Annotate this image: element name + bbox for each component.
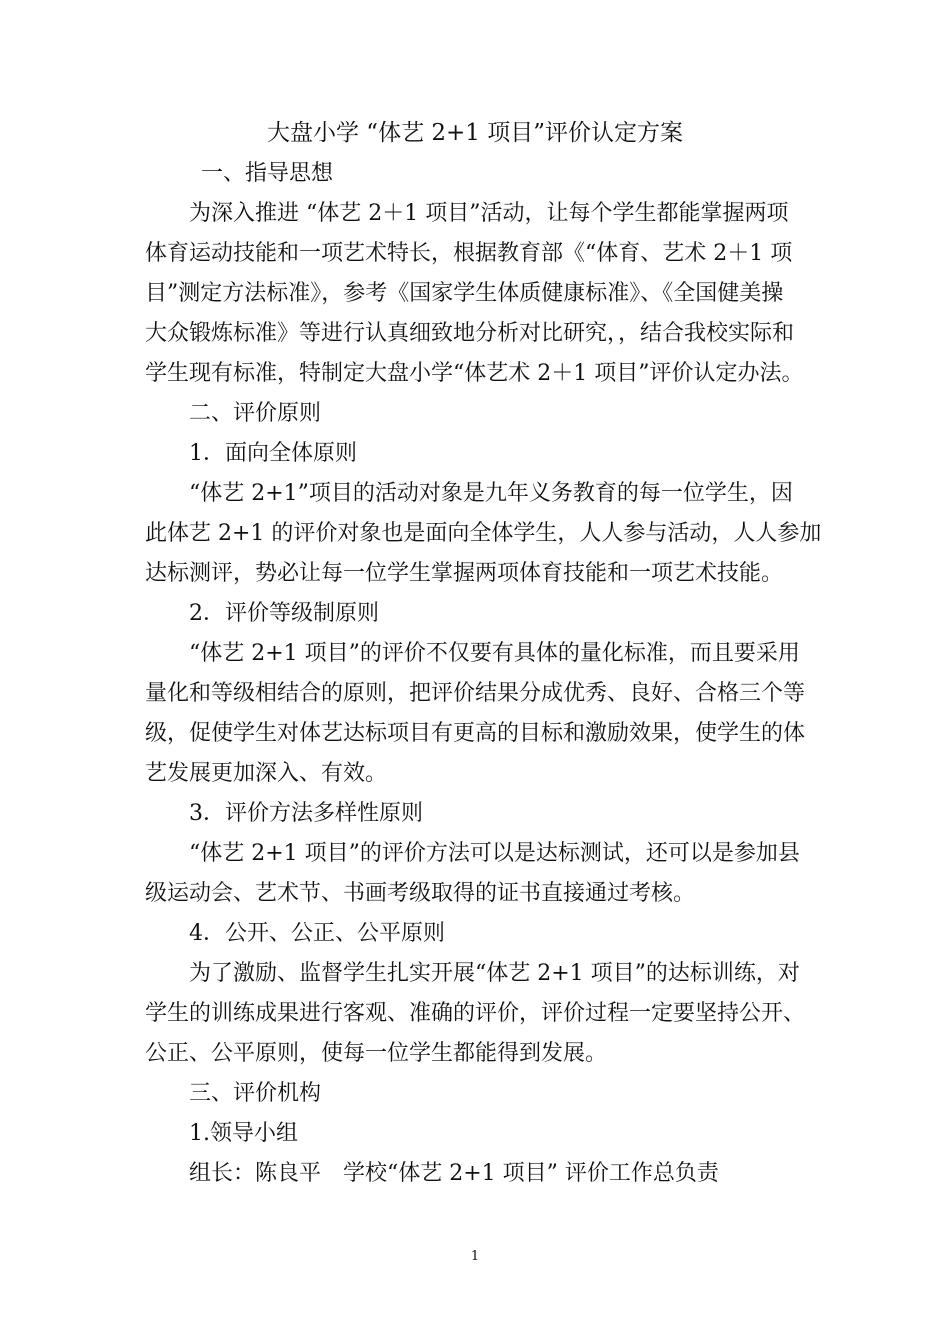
paragraph-line: 学生的训练成果进行客观、准确的评价，评价过程一定要坚持公开、 (145, 1001, 806, 1026)
section-heading-organization: 三、评价机构 (189, 1081, 322, 1106)
document-title: 大盘小学 “体艺 2+1 项目”评价认定方案 (267, 120, 683, 146)
page-number: 1 (470, 1249, 480, 1264)
paragraph-line: 组长：陈良平 学校“体艺 2+1 项目” 评价工作总负责 (189, 1161, 719, 1186)
paragraph-line: “体艺 2+1”项目的活动对象是九年义务教育的每一位学生，因 (189, 481, 793, 506)
paragraph-line: 级运动会、艺术节、书画考级取得的证书直接通过考核。 (145, 881, 696, 906)
subsection-heading: 1.领导小组 (189, 1121, 298, 1146)
paragraph-line: 达标测评，势必让每一位学生掌握两项体育技能和一项艺术技能。 (145, 561, 784, 586)
paragraph-line: “体艺 2+1 项目”的评价方法可以是达标测试，还可以是参加县 (189, 841, 800, 866)
paragraph-line: 大众锻炼标准》等进行认真细致地分析对比研究，，结合我校实际和 (145, 321, 795, 346)
paragraph-line: 公正、公平原则，使每一位学生都能得到发展。 (145, 1041, 608, 1066)
paragraph-line: 目”测定方法标准》，参考《国家学生体质健康标准》、《全国健美操 (145, 281, 784, 306)
paragraph-line: 级，促使学生对体艺达标项目有更高的目标和激励效果，使学生的体 (145, 721, 806, 746)
subsection-heading: 2．评价等级制原则 (189, 601, 379, 626)
section-heading-guiding-thought: 一、指导思想 (201, 161, 334, 186)
paragraph-line: “体艺 2+1 项目”的评价不仅要有具体的量化标准，而且要采用 (189, 641, 800, 666)
paragraph-line: 此体艺 2+1 的评价对象也是面向全体学生，人人参与活动，人人参加 (145, 521, 822, 546)
paragraph-line: 艺发展更加深入、有效。 (145, 761, 388, 786)
paragraph-line: 为深入推进 “体艺 2＋1 项目”活动，让每个学生都能掌握两项 (189, 201, 789, 226)
subsection-heading: 3．评价方法多样性原则 (189, 801, 423, 826)
subsection-heading: 1．面向全体原则 (189, 441, 357, 466)
paragraph-line: 学生现有标准，特制定大盘小学“体艺术 2＋1 项目”评价认定办法。 (145, 361, 804, 386)
subsection-heading: 4．公开、公正、公平原则 (189, 921, 445, 946)
section-heading-principles: 二、评价原则 (189, 401, 322, 426)
paragraph-line: 为了激励、监督学生扎实开展“体艺 2+1 项目”的达标训练，对 (189, 961, 800, 986)
paragraph-line: 体育运动技能和一项艺术特长，根据教育部《“体育、艺术 2＋1 项 (145, 241, 793, 266)
paragraph-line: 量化和等级相结合的原则，把评价结果分成优秀、良好、合格三个等 (145, 681, 806, 706)
